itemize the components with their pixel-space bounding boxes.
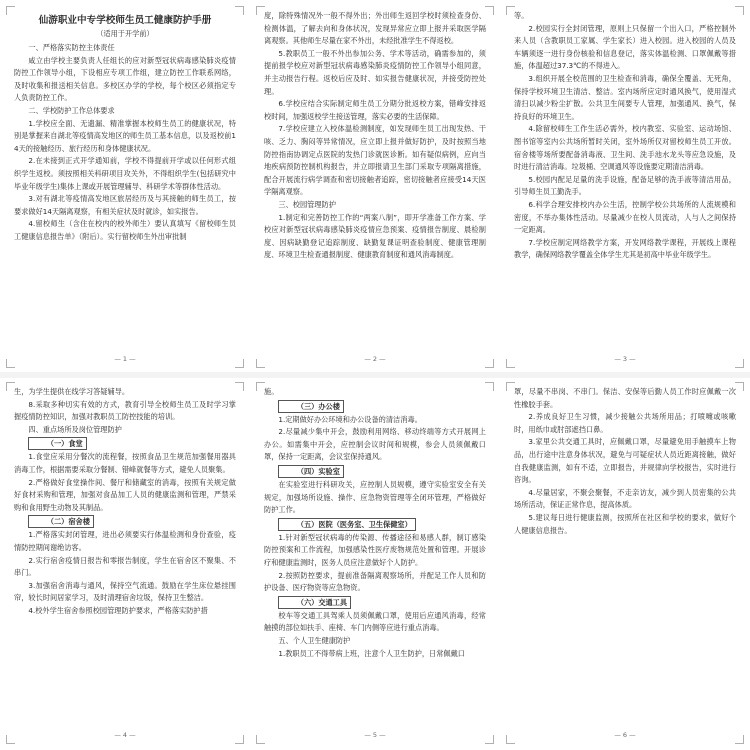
paragraph: 1.定期做好办公环境和办公设备的清洁消毒。 [278,414,422,424]
paragraph: 4.除留校师生工作生活必需外，校内教室、实验室、运动场馆、图书馆等室内公共场所暂时关闭，室外场所仅对留校师生员工开放。宿舍楼等场所要配备消毒液、卫生间、洗手池水龙头等应急设施，及时进行清洁消毒。垃圾桶、空调通风等设施要定期清洁消毒。 [514,124,736,172]
paragraph: 等。 [514,11,529,20]
subsection-heading: （二）宿舍楼 [28,515,94,528]
paragraph: 2.校园实行全封闭管理，原则上只保留一个出入口，严格控制外来人员（含教职员工家属、学生家长）进入校园。进入校园的人员及车辆须逐一进行身份核验和信息登记，落实体温检测、口罩佩戴等措施，体温超过37.3℃的不得进入。 [514,23,736,71]
paragraph: 度，除特殊情况外一般不得外出；外出师生返回学校时须检查身份、检测体温，了解去向和身体状况，发现异常应立即上报并采取医学隔离观察。其他师生尽量在家不外出，未经批准学生不得返校。 [264,11,486,46]
page-corner-mark [485,382,494,391]
paragraph: 校车等交通工具驾乘人员须佩戴口罩，使用后应通风消毒，经常触摸的部位如扶手、座椅、车门内侧等应进行重点消毒。 [264,610,486,633]
page-corner-mark [6,382,15,391]
page-number: — 6 — [614,731,636,740]
section-heading: 一、严格落实防控主体责任 [28,43,115,52]
paragraph: 2.尽量减少集中开会，鼓励利用网络、移动终端等方式开展网上办公。如需集中开会，应控制会议时间和规模，参会人员须佩戴口罩，保持一定距离，会议室保持通风。 [264,427,486,462]
paragraph: 生，为学生提供在线学习答疑辅导。 [14,387,130,396]
paragraph: 8.采取多种切实有效的方式，教育引导全校师生员工及时学习掌握疫情防控知识，加强对教职员工防控技能的培训。 [14,399,236,422]
paragraph: 3.对有湖北等疫情高发地区旅居经历及与其接触的师生员工，按要求做好14天隔离观察，有相关症状及时就诊，如实报告。 [14,194,236,216]
paragraph: 3.组织开展全校范围的卫生检查和消毒，确保全覆盖、无死角，保持学校环境卫生清洁、整洁。室内场所应定时通风换气，使用湿式清扫以减少粉尘扩散。公共卫生间要专人管理，加强通风、换气，保持良好的环境卫生。 [514,73,736,121]
subsection-row [14,514,236,529]
subsection-row [264,595,486,610]
subsection-row [264,399,486,414]
paragraph: 7.学校应制定网络教学方案，开发网络教学课程，开展线上课程教学，确保网络教学覆盖全体学生尤其是初高中毕业年级学生。 [514,237,736,260]
paragraph: 2.养成良好卫生习惯，减少接触公共场所用品；打喷嚏或咳嗽时，用纸巾或肘部遮挡口鼻。 [514,412,736,434]
section-heading: 二、学校防护工作总体要求 [28,105,115,115]
subsection-heading: （一）食堂 [28,437,86,450]
page-corner-mark [506,6,515,15]
page-corner-mark [256,382,265,391]
subsection-heading: （五）医院（医务室、卫生保健室） [278,518,415,531]
paragraph: 施。 [264,387,279,396]
paragraph: 1.制定和完善防控工作的“两案八制”，即开学准备工作方案、学校应对新型冠状病毒感染肺炎疫情应急预案、疫情报告制度、晨检制度、因病缺勤登记追踪制度、缺勤复课证明查验制度、健康管理制度、环境卫生检查通报制度、健康教育制度和通风消毒制度。 [264,212,486,260]
document-page-5 [254,380,496,746]
subsection-heading: （六）交通工具 [278,596,351,609]
paragraph: 4.尽量居家，不聚会聚餐，不走亲访友，减少到人员密集的公共场所活动，保证正常作息，提高体质。 [514,487,736,510]
page-number: — 3 — [614,355,636,364]
paragraph: 7.学校应建立入校体温检测制度，如发现师生员工出现发热、干咳、乏力、胸闷等异常情况，应立即上报并做好防护，及时按照当地防控指南协调定点医院的发热门诊就医诊断。如有疑似病例，应向当地疾病预防控制机构报告，并立即报请卫生部门采取专项隔离措施，配合开展流行病学调查和密切接触者追踪，密切接触者应接受14天医学隔离观察。 [264,124,486,197]
document-title: 仙游职业中专学校师生员工健康防护手册 [38,15,212,26]
paragraph: 1.严格落实封闭管理，进出必须要实行体温检测和身份查验，疫情防控期间谢绝访客。 [14,530,236,552]
paragraph: 在实验室进行科研攻关，应控制人员规模，遵守实验室安全有关规定，加强场所设施、操作、应急物资管理等全闭环管理，严格做好防护工作。 [264,479,486,515]
document-page-4 [4,380,246,746]
paragraph: 6.科学合理安排校内办公生活，控制学校公共场所的人流规模和密度，不举办集体性活动。尽量减少在校人员流动，人与人之间保持一定距离。 [514,199,736,235]
page-corner-mark [256,6,265,15]
page-number: — 5 — [364,731,386,740]
page-row-separator [0,372,750,378]
paragraph: 3.加强宿舍消毒与通风，保持空气流通。鼓励在学生床位悬挂围帘，较长时间居家学习，及时清理宿舍垃圾，保持卫生整洁。 [14,580,236,603]
paragraph: 5.教职员工一般不外出参加公务、学术等活动，确需参加的，须提前报学校应对新型冠状病毒感染肺炎疫情防控工作领导小组同意，并主动报告行程。返校后应及时、如实报告健康状况，并接受防控处理。 [264,48,486,96]
paragraph: 4.留校师生（含住在校内的校外师生）要认真填写《留校师生员工健康信息报告单》（附后）。实行留校师生外出审批制 [14,219,236,241]
page-corner-mark [485,6,494,15]
subsection-row [264,464,486,479]
paragraph: 1.食堂应采用分餐次的流程餐，按照食品卫生规范加强餐用器具消毒工作，根据需要采取分餐制、错峰就餐等方式，避免人员聚集。 [14,452,236,474]
page-corner-mark [735,6,744,15]
paragraph: 2.严格做好食堂操作间、餐厅和储藏室的消毒，按照有关规定做好食材采购和管理，加强对食品加工人员的健康监测和管理，严禁采购和食用野生动物及其制品。 [14,477,236,512]
paragraph: 5.校园内配足足量的洗手设施，配备足够的洗手液等清洁用品，引导师生员工勤洗手。 [514,174,736,197]
paragraph: 4.校外学生宿舍参照校园管理防护要求，严格落实防护措 [28,605,208,615]
paragraph: 2.实行宿舍疫情日报告和零报告制度，学生在宿舍区不聚集、不串门。 [14,555,236,578]
page-corner-mark [235,382,244,391]
section-heading: 三、校园管理防护 [278,199,336,209]
document-page-6 [504,380,746,746]
paragraph: 1.学校应全面、无遗漏、精准掌握本校师生员工的健康状况，特别是掌握来自湖北等疫情高发地区的师生员工基本信息，以及返校前14天的接触经历、旅行经历和身体健康状况。 [14,118,236,153]
document-subtitle: （适用于开学前） [96,29,154,38]
document-page-3 [504,4,746,370]
paragraph: 1.针对新型冠状病毒的传染源、传播途径和易感人群，制订感染防控预案和工作流程，加强感染性医疗废物规范处置和管理。开展诊疗和健康监测时，医务人员应注意做好个人防护。 [264,532,486,567]
document-page-1 [4,4,246,370]
paragraph: 咸立由学校主要负责人任组长的应对新型冠状病毒感染肺炎疫情防控工作领导小组，下设相应专项工作组，建立防控工作联系网络，及时收集和报送相关信息。多校区办学的学校，每个校区必须指定专人负责防控工作。 [14,55,236,103]
subsection-row [14,436,236,451]
subsection-row [264,517,486,532]
page-corner-mark [506,382,515,391]
subsection-heading: （四）实验室 [278,465,344,478]
page-number: — 2 — [364,355,386,364]
subsection-heading: （三）办公楼 [278,400,344,413]
page-number: — 4 — [114,731,136,740]
page-corner-mark [6,6,15,15]
paragraph: 1.教职员工不得带病上班，注意个人卫生防护，日常佩戴口 [278,648,465,658]
section-heading: 四、重点场所及岗位管理防护 [28,424,122,434]
document-page-2 [254,4,496,370]
paragraph: 2.在未接到正式开学通知前，学校不得提前开学或以任何形式组织学生返校。须按照相关科研项目攻关外，不得组织学生(包括研究中毕业年级学生)集体上课或开展管理辅导、科研学术等群体性活动。 [14,156,236,191]
page-number: — 1 — [114,355,136,364]
page-corner-mark [735,382,744,391]
paragraph: 罩，尽量不串岗、不串门。保洁、安保等后勤人员工作时应佩戴一次性橡胶手套。 [514,387,736,409]
page-corner-mark [235,6,244,15]
paragraph: 3.家里公共交通工具时，应佩戴口罩，尽量避免用手触摸车上物品，出行途中注意身体状况，避免与可疑症状人员近距离接触，做好自我健康监测，如有不适，立即报告，并规律向学校报告，实时进行咨询。 [514,437,736,485]
paragraph: 5.建议每日进行健康监测，按照所在社区和学校的要求，做好个人健康信息报告。 [514,512,736,535]
section-heading: 五、个人卫生健康防护 [278,635,351,645]
paragraph: 6.学校应结合实际制定师生员工分期分批返校方案，错峰安排返校时间，加强返校学生接送管理，落实必要的生活保障。 [264,99,486,121]
paragraph: 2.按照防控要求，提前准备隔离观察场所，并配足工作人员和防护设备、医疗物资等应急物资。 [264,570,486,593]
